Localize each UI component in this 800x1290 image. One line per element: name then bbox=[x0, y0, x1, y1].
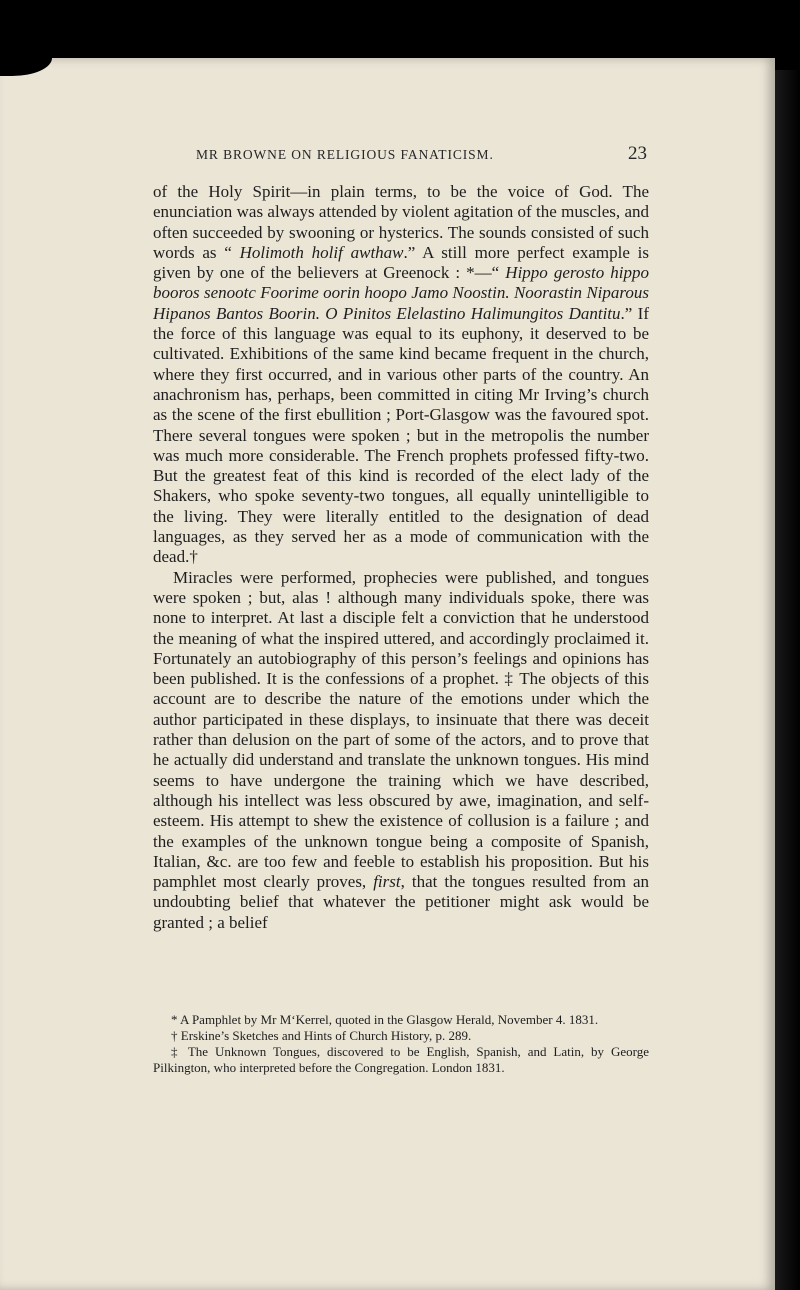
paragraph-2 bbox=[153, 568, 649, 933]
text-run: of the Holy Spirit—in plain terms, to be the voice of God. The enunciation was always attended by violent agitation of the muscles, and often succeeded by swooning or hysterics. The sounds consisted of such words as “ bbox=[153, 182, 649, 262]
italic-text-run: Hippo gerosto hippo booros senootc Foorime oorin hoopo Jamo Noostin. Noorastin Niparous Hipanos Bantos Boorin. O Pinitos Elelastino Halimungitos Dantitu bbox=[153, 263, 650, 323]
italic-text-run: Holimoth holif awthaw bbox=[239, 242, 404, 262]
text-run: Miracles were performed, prophecies were published, and tongues were spoken ; but, alas ! although many individuals spoke, there was none to interpret. At last a disciple felt a conviction that he understood the meaning of what the inspired uttered, and accordingly proclaimed it. Fortunately an autobiography of this person’s feelings and opinions has been published. It is the confessions of a prophet. ‡ The objects of this account are to describe the nature of the emotions under which the author participated in these displays, to insinuate that there was deceit rather than delusion on the part of some of the actors, and to prove that he actually did understand and translate the unknown tongues. His mind seems to have undergone the training which we have described, although his intellect was less obscured by awe, imagination, and self-esteem. His attempt to shew the existence of collusion is a failure ; and the examples of the unknown tongue being a composite of Spanish, Italian, &c. are too few and feeble to establish his proposition. But his pamphlet most clearly proves, bbox=[153, 567, 649, 892]
page-number: 23 bbox=[628, 143, 647, 164]
running-head: MR BROWNE ON RELIGIOUS FANATICISM. bbox=[196, 147, 494, 162]
italic-text-run: first bbox=[373, 872, 401, 892]
body-text bbox=[153, 182, 649, 933]
text-run: .” If the force of this language was equal to its euphony, it deserved to be cultivated. Exhibitions of the same kind became frequent in the church, where they first occurred, and in various other parts of the country. An anachronism has, perhaps, been committed in citing Mr Irving’s church as the scene of the first ebullition ; Port-Glasgow was the favoured spot. There several tongues were spoken ; but in the metropolis the number was much more considerable. The French prophets professed fifty-two. But the greatest feat of this kind is recorded of the elect lady of the Shakers, who spoke seventy-two tongues, all equally unintelligible to the living. They were literally entitled to the designation of dead languages, as they served her as a mode of communication with the dead.† bbox=[153, 303, 649, 567]
footnotes bbox=[153, 1012, 649, 1076]
text-run: .” A still more perfect example is given by one of the believers at Greenock : *—“ bbox=[153, 242, 649, 283]
footnote-1: * A Pamphlet by Mr M‘Kerrel, quoted in the Glasgow Herald, November 4. 1831. bbox=[171, 1012, 599, 1027]
text-run: , that the tongues resulted from an undoubting belief that whatever the petitioner might ask would be granted ; a belief bbox=[153, 872, 649, 932]
footnote-2: † Erskine’s Sketches and Hints of Church History, p. 289. bbox=[171, 1028, 472, 1043]
footnote-3: ‡ The Unknown Tongues, discovered to be English, Spanish, and Latin, by George Pilkington, who interpreted before the Congregation. London 1831. bbox=[153, 1044, 649, 1075]
page-edge-shadow bbox=[775, 70, 800, 1290]
paragraph-1 bbox=[153, 182, 649, 568]
